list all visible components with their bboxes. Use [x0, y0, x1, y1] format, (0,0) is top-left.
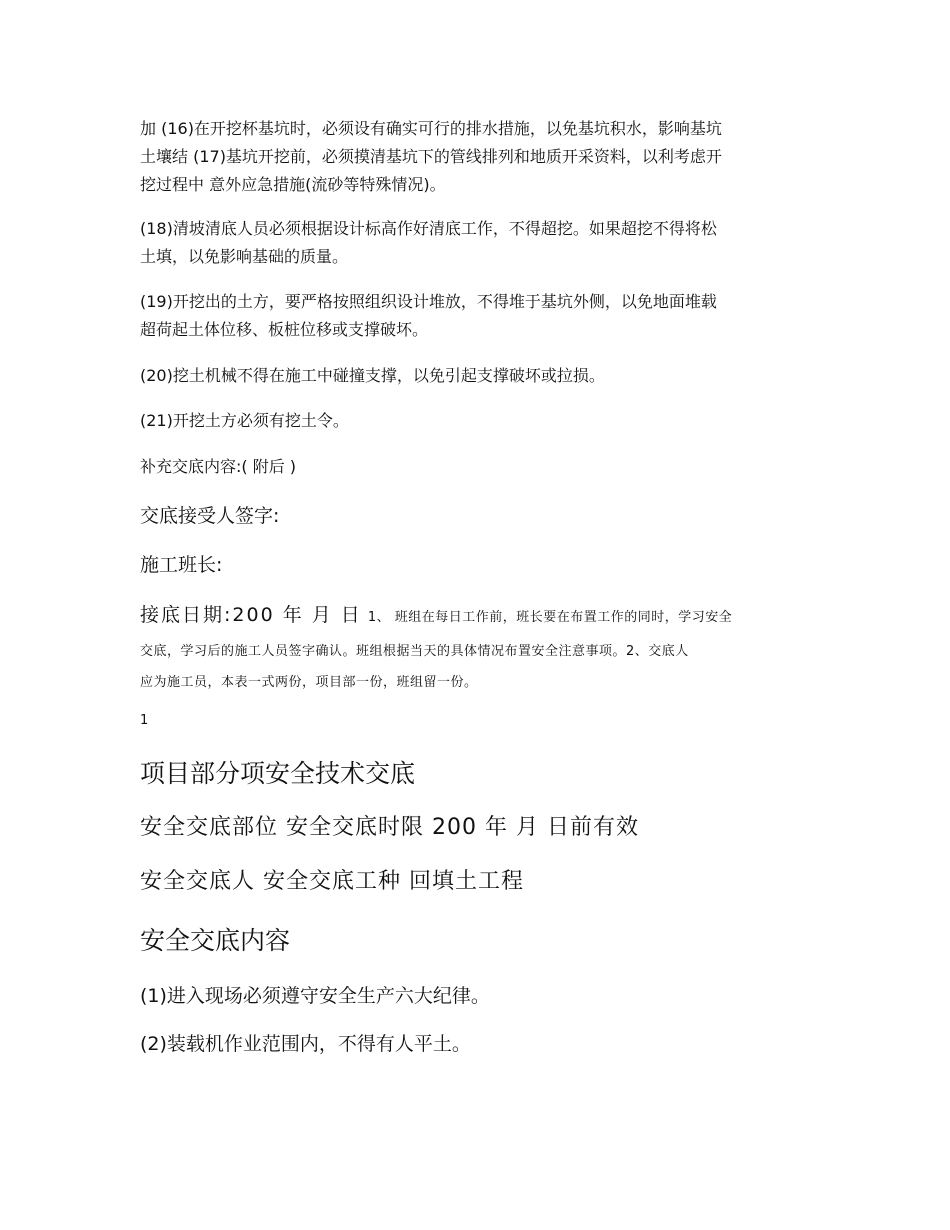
notes-continuation	[140, 636, 810, 698]
item-1: (1)进入现场必须遵守安全生产六大纪律。	[140, 985, 490, 1007]
paragraph-18	[140, 215, 810, 271]
date-line	[140, 600, 810, 633]
text-line: 土壤结 (17)基坑开挖前，必须摸清基坑下的管线排列和地质开采资料，以利考虑开	[140, 147, 722, 166]
text-line: (19)开挖出的土方，要严格按照组织设计堆放，不得堆于基坑外侧，以免地面堆载	[140, 292, 717, 311]
date-label: 接底日期:200 年 月 日	[140, 604, 362, 626]
note-text: 1、 班组在每日工作前，班长要在布置工作的同时，学习安全	[367, 610, 733, 625]
item-2: (2)装载机作业范围内，不得有人平土。	[140, 1033, 471, 1055]
text-line: 挖过程中 意外应急措施(流砂等特殊情况)。	[140, 175, 446, 194]
text-line: (20)挖土机械不得在施工中碰撞支撑，以免引起支撑破坏或拉损。	[140, 366, 605, 385]
section-title: 项目部分项安全技术交底	[140, 759, 416, 788]
text-line: 土填，以免影响基础的质量。	[140, 247, 349, 266]
note-line: 交底，学习后的施工人员签字确认。班组根据当天的具体情况布置安全注意事项。2、交底人	[140, 644, 689, 659]
team-leader-label: 施工班长:	[140, 554, 223, 576]
text-line: (18)清坡清底人员必须根据设计标高作好清底工作，不得超挖。如果超挖不得将松	[140, 219, 717, 238]
content-heading: 安全交底内容	[140, 926, 291, 955]
paragraph-21	[140, 407, 810, 435]
text-line: 补充交底内容:( 附后 )	[140, 457, 297, 476]
info-row-1: 安全交底部位 安全交底时限 200 年 月 日前有效	[140, 815, 639, 840]
text-line: (21)开挖土方必须有挖土令。	[140, 411, 349, 430]
paragraph-20	[140, 362, 810, 390]
info-row-2: 安全交底人 安全交底工种 回填土工程	[140, 869, 524, 894]
text-line: 加 (16)在开挖杯基坑时，必须设有确实可行的排水措施，以免基坑积水，影响基坑	[140, 119, 722, 138]
supplement-line	[140, 453, 810, 481]
paragraph-16-17	[140, 115, 810, 199]
date-and-notes	[140, 600, 810, 633]
paragraph-19	[140, 288, 810, 344]
text-line: 超荷起土体位移、板桩位移或支撑破坏。	[140, 320, 429, 339]
page-number: 1	[140, 713, 149, 728]
note-line: 应为施工员，本表一式两份，项目部一份，班组留一份。	[140, 675, 478, 690]
receiver-signature-label: 交底接受人签字:	[140, 505, 280, 527]
